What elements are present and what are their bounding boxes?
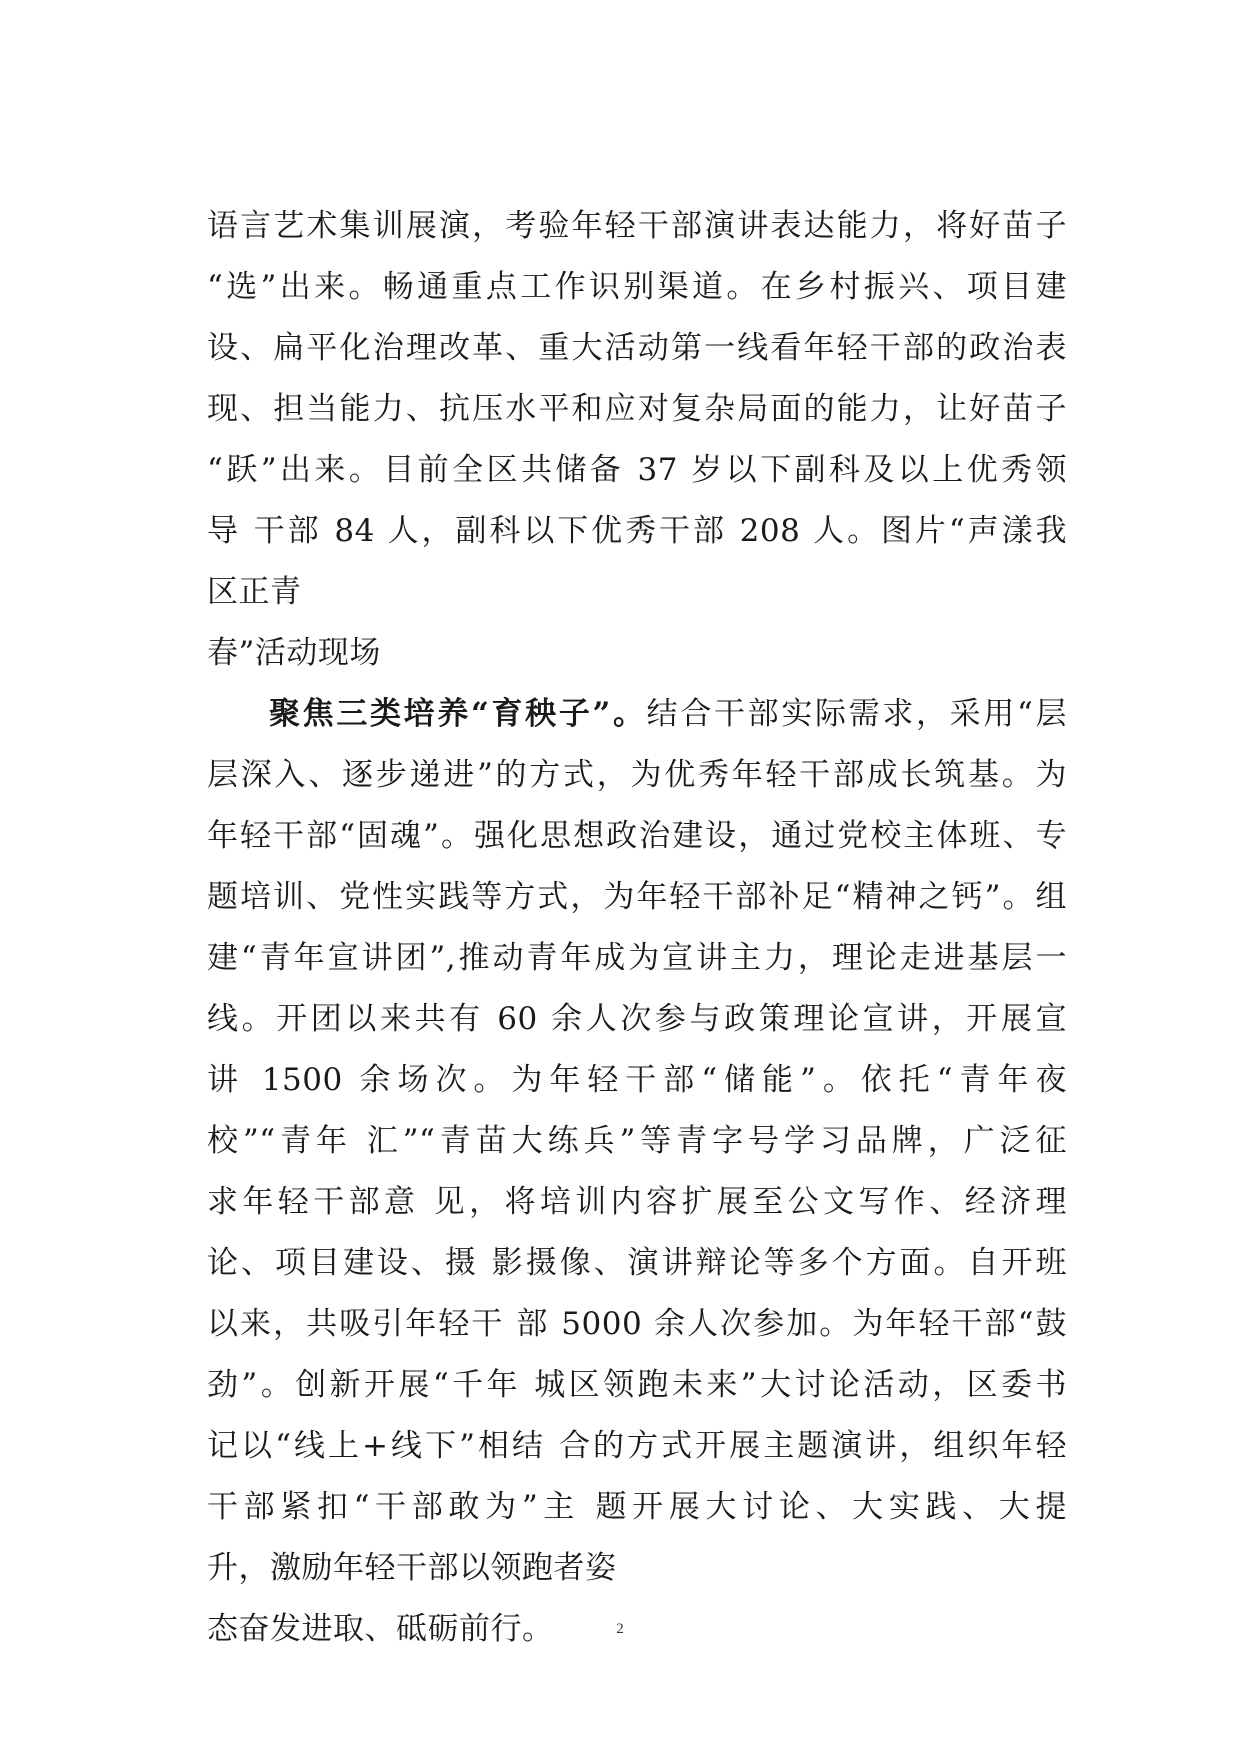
paragraph-line: 春”活动现场 (207, 635, 381, 671)
paragraph-line: 干部紧扣“干部敢为”主 题开展大讨论、大实践、大提 (207, 1489, 1067, 1525)
body-text (207, 196, 1067, 1660)
paragraph-line: 线。开团以来共有 60 余人次参与政策理论宣讲，开展宣 (207, 1001, 1067, 1037)
paragraph-line: “选”出来。畅通重点工作识别渠道。在乡村振兴、项目建 (207, 269, 1067, 305)
paragraph-line: 语言艺术集训展演，考验年轻干部演讲表达能力，将好苗子 (207, 208, 1067, 244)
paragraph-line: 升，激励年轻干部以领跑者姿 (207, 1550, 617, 1586)
paragraph-first-line (207, 684, 1067, 745)
paragraph-line: 记以“线上+线下”相结 合的方式开展主题演讲，组织年轻 (207, 1428, 1067, 1464)
paragraph-line: “跃”出来。目前全区共储备 37 岁以下副科及以上优秀领 (207, 452, 1067, 488)
paragraph-line: 讲 1500 余场次。为年轻干部“储能”。依托“青年夜 (207, 1062, 1067, 1098)
paragraph-line: 层深入、逐步递进”的方式，为优秀年轻干部成长筑基。为 (207, 757, 1067, 793)
paragraph-line: 求年轻干部意 见，将培训内容扩展至公文写作、经济理 (207, 1184, 1067, 1220)
page-number: 2 (616, 1621, 624, 1637)
paragraph-line: 态奋发进取、砥砺前行。 (207, 1611, 554, 1647)
paragraph-line: 现、担当能力、抗压水平和应对复杂局面的能力，让好苗子 (207, 391, 1067, 427)
paragraph-line-rest: 结合干部实际需求，采用“层 (646, 696, 1067, 732)
paragraph-line: 校”“青年 汇”“青苗大练兵”等青字号学习品牌，广泛征 (207, 1123, 1067, 1159)
paragraph-line: 区正青 (207, 574, 302, 610)
paragraph-lead-heading: 聚焦三类培养“育秧子”。 (269, 696, 647, 732)
paragraph-line: 导 干部 84 人，副科以下优秀干部 208 人。图片“声漾我 (207, 513, 1067, 549)
paragraph-line: 建“青年宣讲团”,推动青年成为宣讲主力，理论走进基层一 (207, 940, 1067, 976)
paragraph-line: 论、项目建设、摄 影摄像、演讲辩论等多个方面。自开班 (207, 1245, 1067, 1281)
paragraph-line: 设、扁平化治理改革、重大活动第一线看年轻干部的政治表 (207, 330, 1067, 366)
paragraph-line: 以来，共吸引年轻干 部 5000 余人次参加。为年轻干部“鼓 (207, 1306, 1067, 1342)
paragraph-line: 劲”。创新开展“千年 城区领跑未来”大讨论活动，区委书 (207, 1367, 1067, 1403)
paragraph-line: 题培训、党性实践等方式，为年轻干部补足“精神之钙”。组 (207, 879, 1067, 915)
paragraph-line: 年轻干部“固魂”。强化思想政治建设，通过党校主体班、专 (207, 818, 1067, 854)
